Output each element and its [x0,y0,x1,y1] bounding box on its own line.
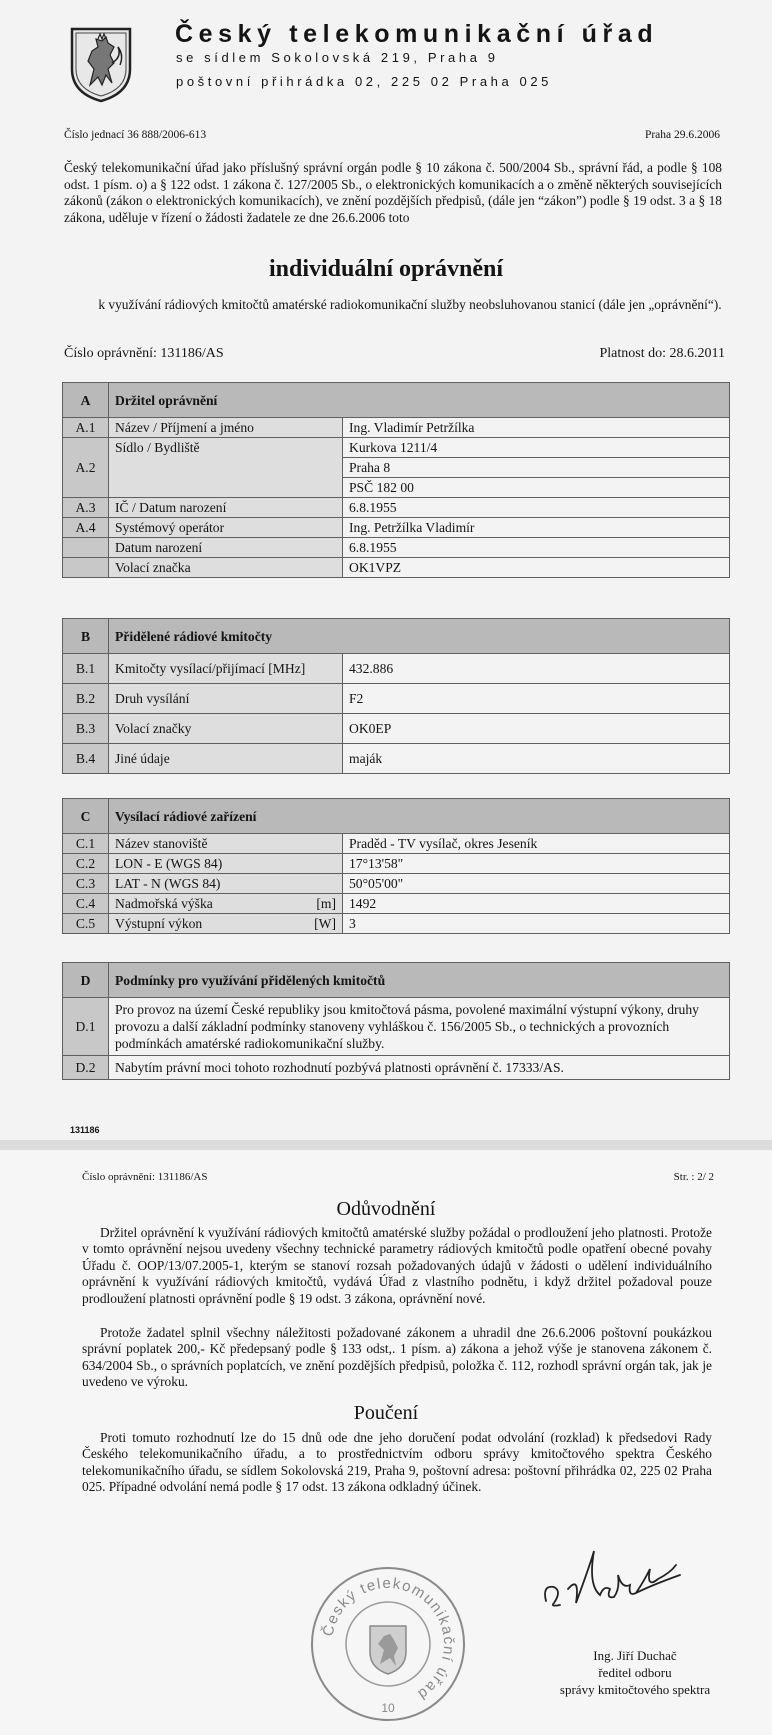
table-row [63,438,730,458]
row-code: A.1 [63,418,109,438]
row-label: Výstupní výkon [109,914,303,934]
section-header [63,799,730,834]
row-label: Sídlo / Bydliště [109,438,343,498]
row-value: 50°05'00" [343,874,730,894]
row-label: Systémový operátor [109,518,343,538]
office-address: se sídlem Sokolovská 219, Praha 9 [176,50,499,65]
table-row [63,558,730,578]
row-label: Jiné údaje [109,744,343,774]
reference-number: Číslo jednací 36 888/2006-613 [64,129,207,141]
table-row [63,498,730,518]
table-row [63,914,730,934]
row-label: Volací značky [109,714,343,744]
row-code: A.4 [63,518,109,538]
stamp-text: Český telekomunikační úřad [319,1574,458,1704]
row-unit: [W] [303,914,343,934]
table-row [63,418,730,438]
permit-validity: Platnost do: 28.6.2011 [599,346,725,361]
instruction-paragraph: Proti tomuto rozhodnutí lze do 15 dnů ode dne jeho doručení podat odvolání (rozklad) k předsedovi Rady Českého telekomunikačního úřadu, a to prostřednictvím odboru správy kmitočtového spektra Českého telekomunikačního úřadu, se sídlem Sokolovská 219, Praha 9, poštovní adresa: poštovní přihrádka 02, 225 02 Praha 025. Případné odvolání nemá podle § 17 odst. 13 zákona odkladný účinek. [82,1430,712,1495]
row-value: 432.886 [343,654,730,684]
row-code: B.3 [63,714,109,744]
row-label: LON - E (WGS 84) [109,854,343,874]
row-code: C.1 [63,834,109,854]
document-title: individuální oprávnění [268,256,504,282]
section-a-table [62,382,730,578]
signer-block [540,1647,730,1698]
row-label: LAT - N (WGS 84) [109,874,343,894]
row-value: Ing. Vladimír Petržílka [343,418,730,438]
section-header [63,619,730,654]
row-code: A.3 [63,498,109,518]
row-code: C.4 [63,894,109,914]
row-code [63,558,109,578]
row-value: 6.8.1955 [343,538,730,558]
reasoning-heading: Odůvodnění [336,1198,436,1220]
section-c-table [62,798,730,934]
table-row [63,894,730,914]
section-code: C [63,799,109,834]
row-text: Pro provoz na území České republiky jsou kmitočtová pásma, povolené maximální výstupní výkony, druhy provozu a další základní podmínky stanoveny vyhláškou č. 156/2005 Sb., o technických a provozních podmínkách amatérské radiokomunikační služby. [109,998,730,1056]
table-row [63,834,730,854]
row-code: D.1 [63,998,109,1056]
table-row [63,654,730,684]
row-label: Druh vysílání [109,684,343,714]
office-postal-address: poštovní přihrádka 02, 225 02 Praha 025 [176,74,553,89]
table-row [63,518,730,538]
page-footer-number: 131186 [70,1125,100,1135]
row-value: PSČ 182 00 [343,478,730,498]
table-row [63,1056,730,1080]
section-title: Vysílací rádiové zařízení [109,799,730,834]
row-code [63,538,109,558]
intro-paragraph: Český telekomunikační úřad jako příslušný správní orgán podle § 10 zákona č. 500/2004 Sb., správní řád, a podle § 108 odst. 1 písm. o) a § 122 odst. 1 zákona č. 127/2005 Sb., o elektronických komunikacích a o změně některých souvisejících zákonů (zákon o elektronických komunikacích), ve znění pozdějších předpisů, (dále jen “zákon”) podle § 19 odst. 3 a § 18 zákona, uděluje v řízení o žádosti žadatele ze dne 26.6.2006 toto [64,160,722,225]
row-label: IČ / Datum narození [109,498,343,518]
stamp-number: 10 [381,1701,395,1715]
row-value: 6.8.1955 [343,498,730,518]
row-label: Název stanoviště [109,834,343,854]
reasoning-paragraph: Protože žadatel splnil všechny náležitosti požadované zákonem a uhradil dne 26.6.2006 poštovní poukázkou správní poplatek 200,- Kč předepsaný podle § 133 odst,. 1 písm. a) zákona a jehož výše je stanovena zákonem č. 634/2004 Sb., o správních poplatcích, ve znění pozdějších předpisů, položka č. 112, rozhodl správní orgán tak, jak je uvedeno ve výroku. [82,1325,712,1390]
page2-reference: Číslo oprávnění: 131186/AS [82,1171,208,1183]
row-code: B.2 [63,684,109,714]
row-label: Kmitočty vysílací/přijímací [MHz] [109,654,343,684]
permit-info [64,346,725,362]
row-value: 1492 [343,894,730,914]
section-b-table [62,618,730,774]
signer-name: Ing. Jiří Duchač [593,1648,677,1663]
coat-of-arms-icon [68,25,134,103]
section-code: A [63,383,109,418]
official-stamp [308,1564,468,1724]
section-title: Přidělené rádiové kmitočty [109,619,730,654]
row-code: D.2 [63,1056,109,1080]
row-unit: [m] [303,894,343,914]
document-subtitle: k využívání rádiových kmitočtů amatérské radiokomunikační služby neobsluhovanou stanicí (dále jen „oprávnění“). [98,297,722,312]
page-2 [0,1150,772,1735]
signature [540,1545,690,1625]
row-label: Volací značka [109,558,343,578]
office-name: Český telekomunikační úřad [175,20,659,48]
row-value: Ing. Petržílka Vladimír [343,518,730,538]
row-value: F2 [343,684,730,714]
permit-number: Číslo oprávnění: 131186/AS [64,346,224,361]
row-value: Kurkova 1211/4 [343,438,730,458]
signer-department: správy kmitočtového spektra [559,1682,711,1697]
row-label: Název / Příjmení a jméno [109,418,343,438]
signer-role: ředitel odboru [598,1665,672,1680]
row-label: Nadmořská výška [109,894,303,914]
section-header [63,383,730,418]
page-number: Str. : 2/ 2 [673,1171,714,1183]
instruction-heading: Poučení [353,1402,419,1424]
row-value: 3 [343,914,730,934]
row-code: B.1 [63,654,109,684]
reasoning-paragraph: Držitel oprávnění k využívání rádiových kmitočtů amatérské služby požádal o prodloužení jeho platnosti. Protože v tomto oprávnění nejsou uvedeny všechny technické parametry rádiových kmitočtů podle opatření obecné povahy Úřadu č. OOP/13/07.2005-1, kterým se stanoví rozsah požadovaných údajů v žádosti o udělení individuálního oprávnění k využívání rádiových kmitočtů, vydává Úřad z vlastního podnětu, i když držitel požadoval pouze prodloužení platnosti oprávnění podle § 19 odst. 3 zákona, oprávnění nové. [82,1225,712,1306]
section-title: Podmínky pro využívání přidělených kmitočtů [109,963,730,998]
table-row [63,744,730,774]
row-value: OK1VPZ [343,558,730,578]
section-code: D [63,963,109,998]
reference-line [64,129,720,141]
row-label: Datum narození [109,538,343,558]
row-code: C.2 [63,854,109,874]
row-code: B.4 [63,744,109,774]
row-code: C.3 [63,874,109,894]
section-title: Držitel oprávnění [109,383,730,418]
section-code: B [63,619,109,654]
row-value: OK0EP [343,714,730,744]
table-row [63,998,730,1056]
table-row [63,714,730,744]
place-date: Praha 29.6.2006 [644,129,720,141]
row-value: Praha 8 [343,458,730,478]
row-value: Praděd - TV vysílač, okres Jeseník [343,834,730,854]
section-d-table [62,962,730,1080]
row-value: maják [343,744,730,774]
table-row [63,684,730,714]
row-value: 17°13'58" [343,854,730,874]
section-header [63,963,730,998]
table-row [63,538,730,558]
row-text: Nabytím právní moci tohoto rozhodnutí pozbývá platnosti oprávnění č. 17333/AS. [109,1056,730,1080]
row-code: A.2 [63,438,109,498]
table-row [63,854,730,874]
table-row [63,874,730,894]
row-code: C.5 [63,914,109,934]
